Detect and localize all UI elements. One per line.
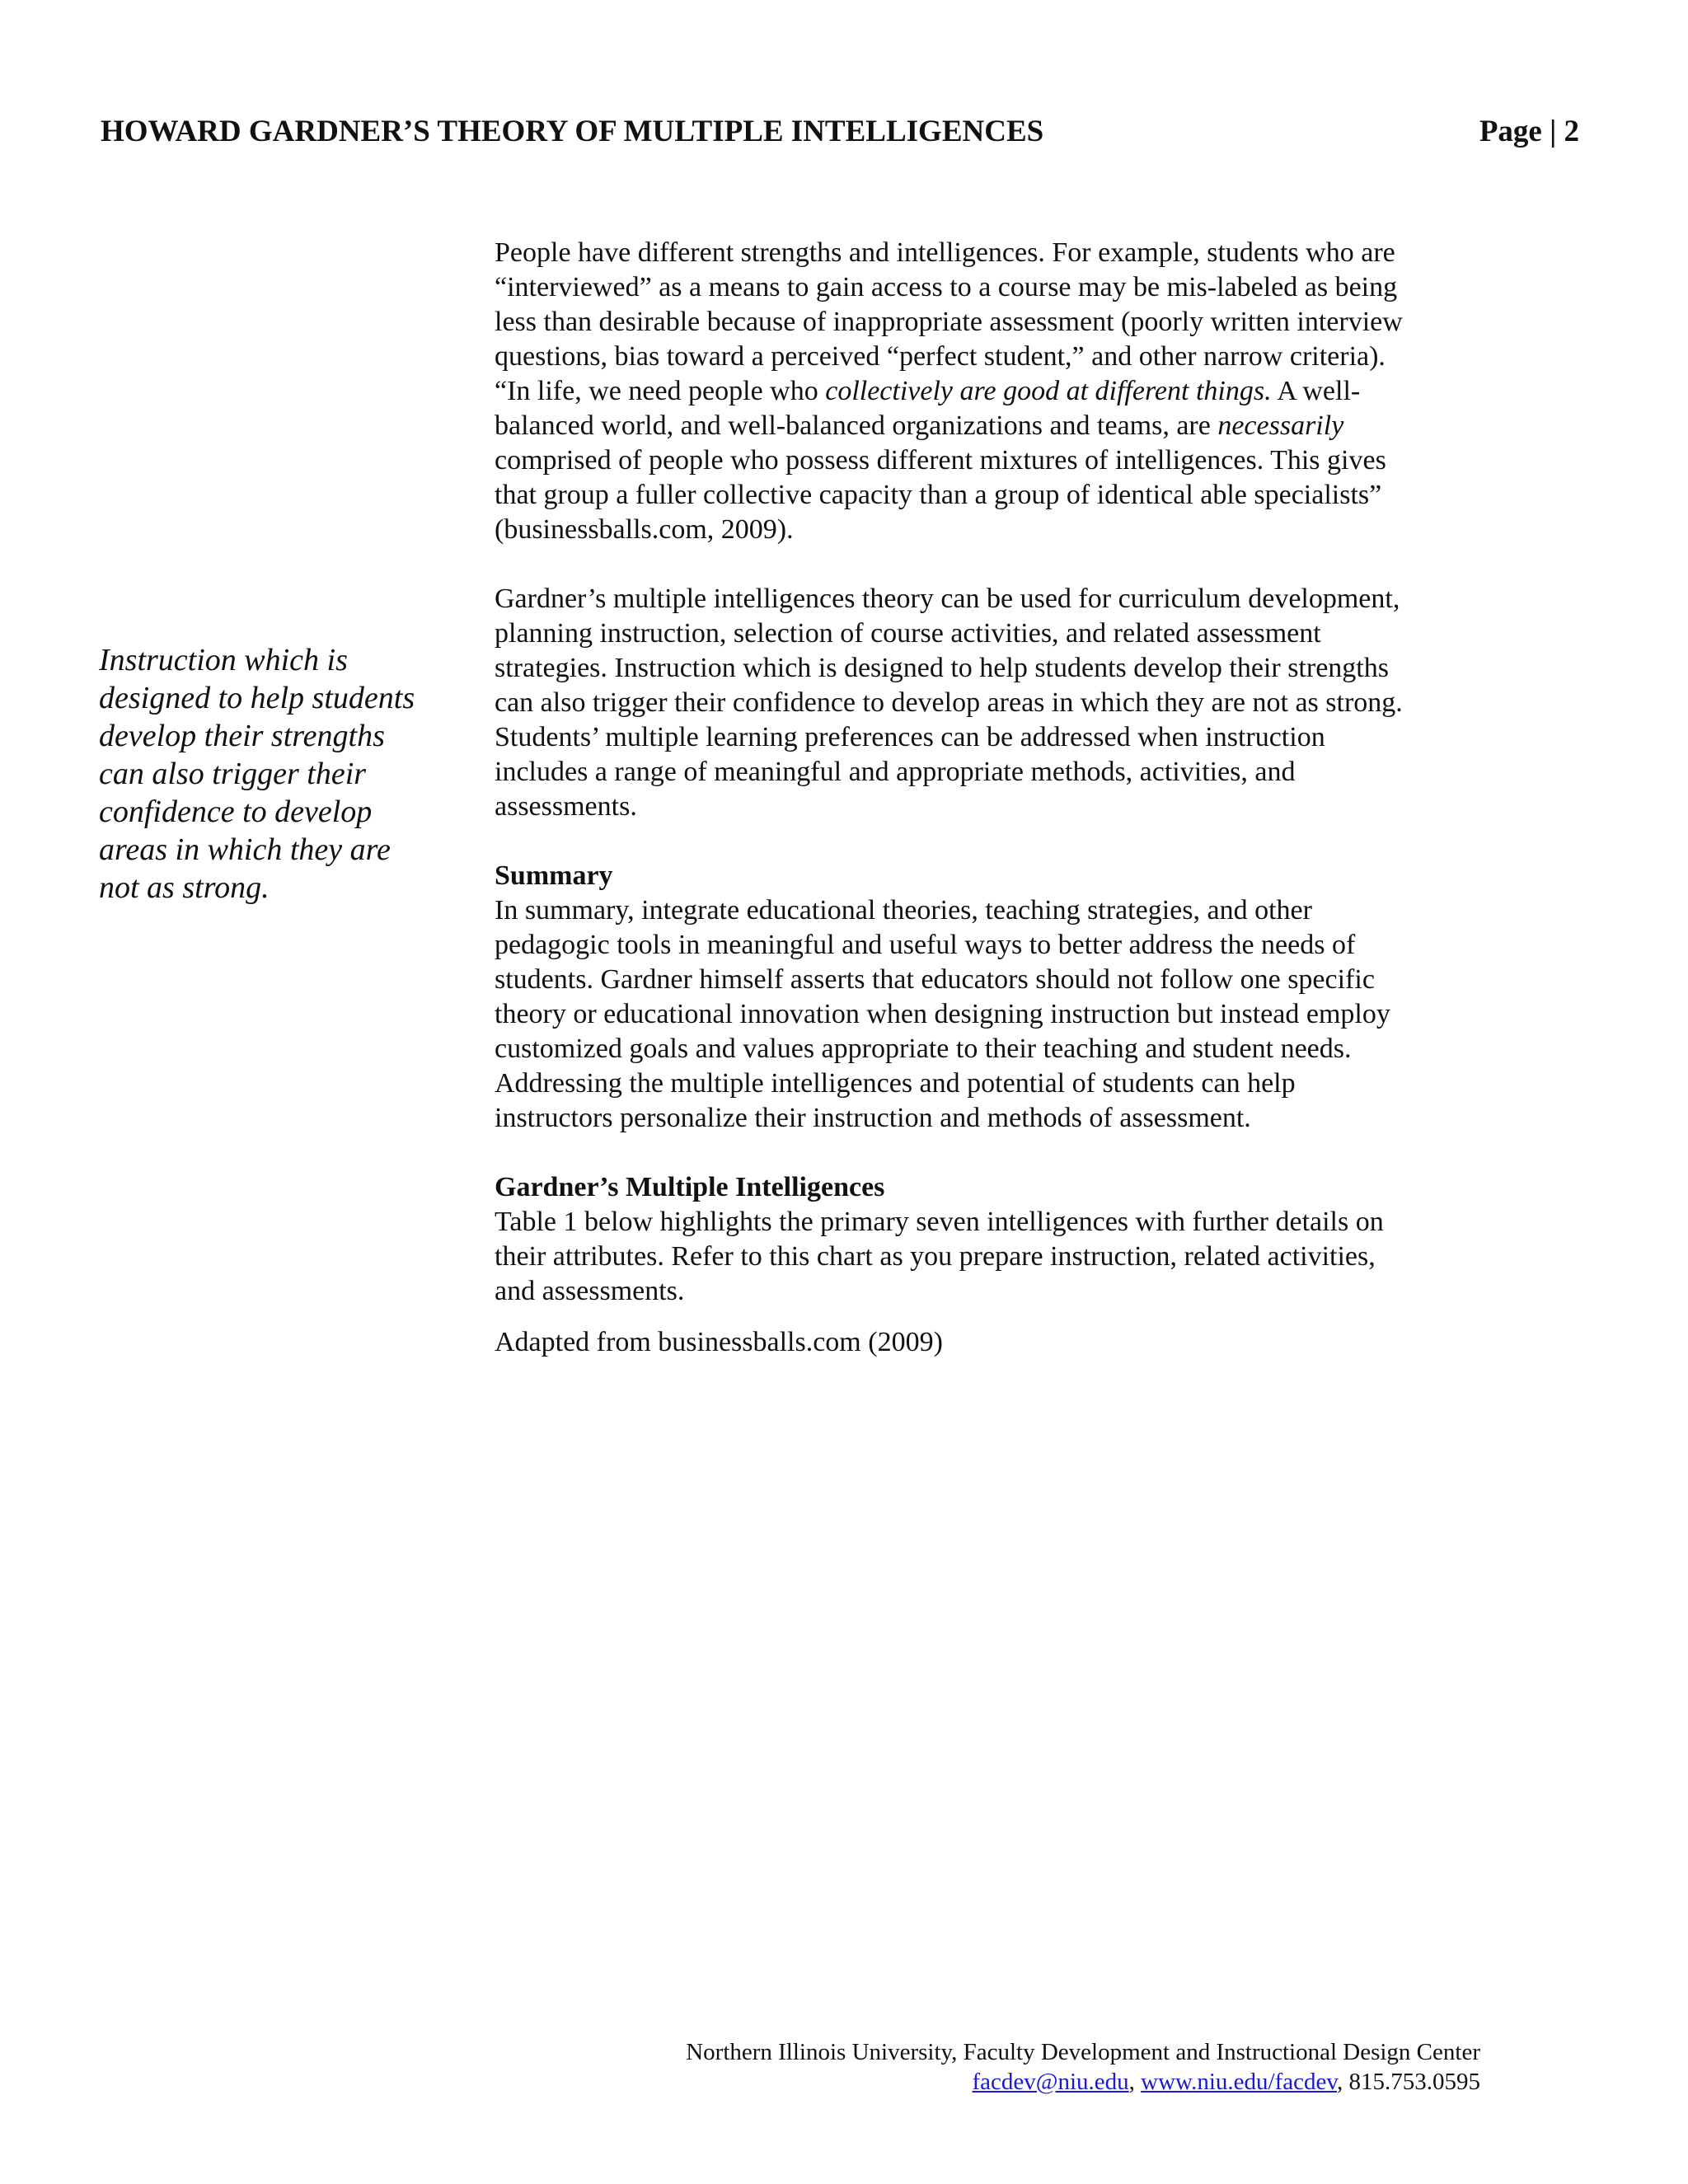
section-multiple-intelligences [495, 1170, 1492, 1309]
website-link[interactable]: www.niu.edu/facdev [1141, 2069, 1337, 2095]
text-line: questions, bias toward a perceived “perfect student,” and other narrow criteria). [495, 341, 1386, 372]
text-line: comprised of people who possess different mixtures of intelligences. This gives [495, 445, 1386, 476]
summary-heading: Summary [495, 860, 613, 891]
text-line: In summary, integrate educational theories, teaching strategies, and other [495, 895, 1312, 926]
text-line: “interviewed” as a means to gain access to a course may be mis-labeled as being [495, 272, 1398, 302]
text-line [495, 409, 1492, 443]
italic-span: necessarily [1217, 410, 1344, 441]
mi-heading: Gardner’s Multiple Intelligences [495, 1172, 885, 1202]
separator: , [1337, 2069, 1349, 2095]
text-line: can also trigger their confidence to develop areas in which they are not as strong. [495, 687, 1403, 718]
text-span: “In life, we need people who [495, 376, 826, 406]
italic-span: collectively are good at different things. [825, 376, 1272, 406]
footer-org: Northern Illinois University, Faculty Development and Instructional Design Center [686, 2039, 1480, 2065]
text-line: customized goals and values appropriate to their teaching and student needs. [495, 1033, 1352, 1064]
separator: , [1128, 2069, 1142, 2095]
text-line: instructors personalize their instruction and methods of assessment. [495, 1103, 1251, 1133]
paragraph-gap [495, 1136, 1492, 1170]
page-footer [686, 2037, 1480, 2097]
phone-number: 815.753.0595 [1348, 2069, 1480, 2095]
paragraph-gap [495, 1309, 1492, 1325]
text-line: Table 1 below highlights the primary seven intelligences with further details on [495, 1207, 1384, 1237]
page-header [101, 111, 1579, 152]
text-line: planning instruction, selection of course activities, and related assessment [495, 618, 1321, 649]
section-summary [495, 859, 1492, 1136]
paragraph-gap [495, 547, 1492, 582]
text-line: students. Gardner himself asserts that educators should not follow one specific [495, 964, 1375, 995]
text-line: Addressing the multiple intelligences and potential of students can help [495, 1068, 1296, 1099]
text-line: and assessments. [495, 1276, 685, 1306]
text-line: Gardner’s multiple intelligences theory can be used for curriculum development, [495, 583, 1400, 614]
text-line: their attributes. Refer to this chart as you prepare instruction, related activities, [495, 1241, 1376, 1272]
text-line: pedagogic tools in meaningful and useful ways to better address the needs of [495, 930, 1356, 960]
text-line: strategies. Instruction which is designed to help students develop their strengths [495, 653, 1389, 683]
email-link[interactable]: facdev@niu.edu [972, 2069, 1129, 2095]
text-span: balanced world, and well-balanced organizations and teams, are [495, 410, 1218, 441]
paragraph-intro [495, 236, 1492, 547]
main-content [495, 236, 1492, 1360]
page-number: Page | 2 [1479, 115, 1579, 148]
sidebar-pullquote: Instruction which is designed to help students develop their strengths can also trigger their confidence to develop areas in which they are not as strong. [99, 643, 415, 905]
text-line: that group a fuller collective capacity than a group of identical able specialists” [495, 480, 1382, 510]
text-line: assessments. [495, 791, 637, 822]
document-title: HOWARD GARDNER’S THEORY OF MULTIPLE INTELLIGENCES [101, 115, 1044, 148]
text-line: less than desirable because of inappropriate assessment (poorly written interview [495, 307, 1403, 337]
text-span: A well- [1271, 376, 1361, 406]
text-line [495, 374, 1492, 409]
footer-contact [686, 2067, 1480, 2097]
text-line: (businessballs.com, 2009). [495, 514, 794, 545]
text-line: People have different strengths and intelligences. For example, students who are [495, 237, 1395, 268]
adapted-from-note: Adapted from businessballs.com (2009) [495, 1327, 943, 1357]
text-line: Students’ multiple learning preferences can be addressed when instruction [495, 722, 1325, 752]
text-line: theory or educational innovation when designing instruction but instead employ [495, 999, 1390, 1029]
paragraph-theory [495, 582, 1492, 824]
text-line: includes a range of meaningful and appropriate methods, activities, and [495, 757, 1296, 787]
paragraph-gap [495, 824, 1492, 859]
